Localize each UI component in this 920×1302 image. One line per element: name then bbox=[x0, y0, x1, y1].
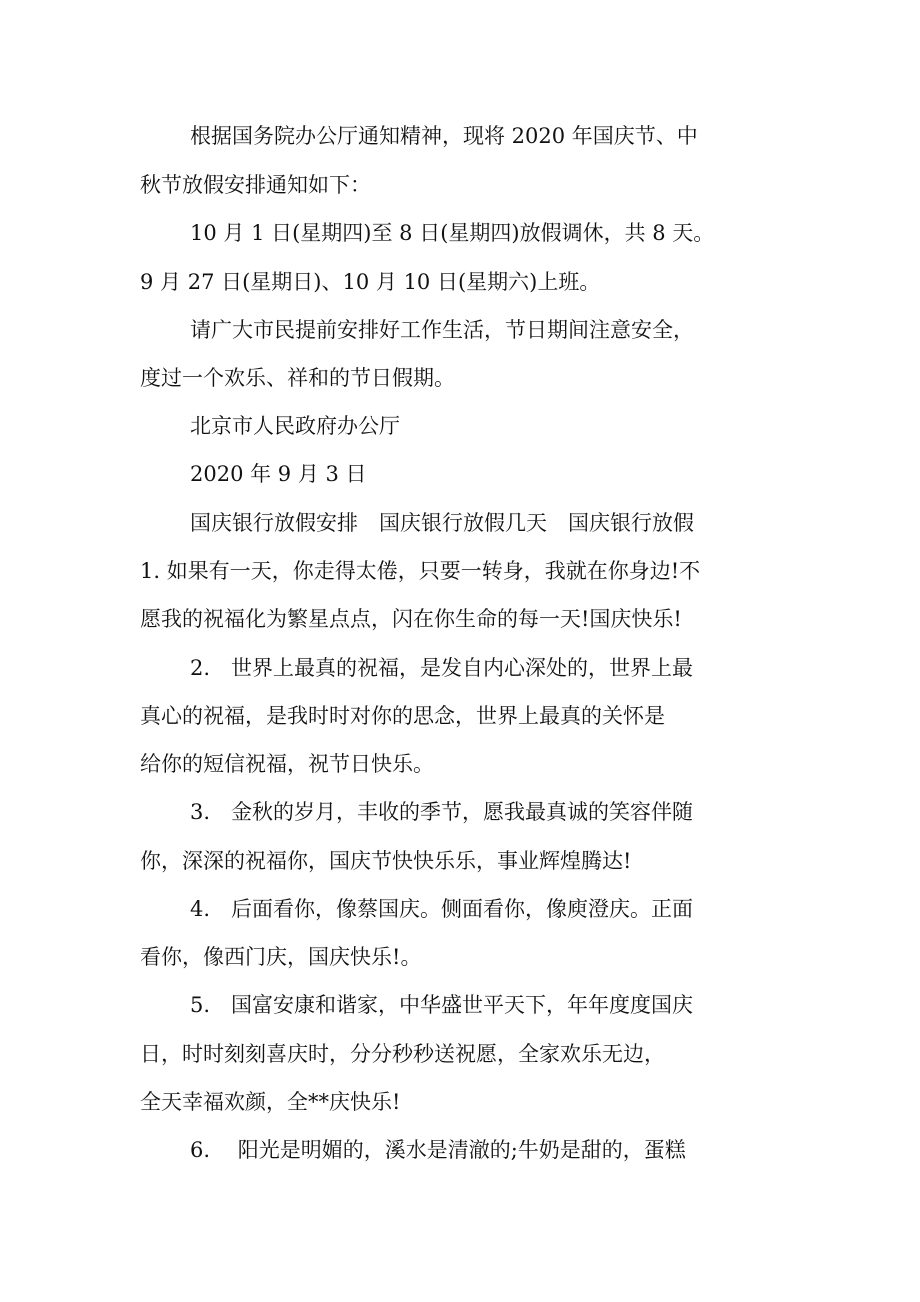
list-item-line: 3. 金秋的岁月，丰收的季节，愿我最真诚的笑容伴随 bbox=[190, 800, 694, 824]
heading-line: 国庆银行放假安排 国庆银行放假几天 国庆银行放假 bbox=[190, 511, 694, 535]
list-item-line: 看你，像西门庆，国庆快乐!。 bbox=[140, 945, 422, 969]
paragraph-line: 根据国务院办公厅通知精神，现将 2020 年国庆节、中 bbox=[190, 124, 698, 148]
list-item-line: 全天幸福欢颜，全**庆快乐! bbox=[140, 1090, 401, 1114]
list-item-line: 5. 国富安康和谐家，中华盛世平天下，年年度度国庆 bbox=[190, 993, 694, 1017]
signature-date: 2020 年 9 月 3 日 bbox=[190, 462, 367, 486]
list-item-line: 2. 世界上最真的祝福，是发自内心深处的，世界上最 bbox=[190, 656, 694, 680]
list-item-line: 愿我的祝福化为繁星点点，闪在你生命的每一天!国庆快乐! bbox=[140, 607, 682, 631]
list-item-line: 日，时时刻刻喜庆时，分分秒秒送祝愿，全家欢乐无边， bbox=[140, 1042, 665, 1066]
list-item-line: 6. 阳光是明媚的，溪水是清澈的;牛奶是甜的，蛋糕 bbox=[190, 1138, 686, 1162]
signature-organization: 北京市人民政府办公厅 bbox=[190, 414, 400, 438]
list-item-line: 给你的短信祝福，祝节日快乐。 bbox=[140, 752, 434, 776]
list-item-line: 4. 后面看你，像蔡国庆。侧面看你，像庾澄庆。正面 bbox=[190, 897, 694, 921]
paragraph-line: 请广大市民提前安排好工作生活，节日期间注意安全， bbox=[190, 318, 694, 342]
paragraph-line: 9 月 27 日(星期日)、10 月 10 日(星期六)上班。 bbox=[140, 270, 601, 294]
paragraph-line: 10 月 1 日(星期四)至 8 日(星期四)放假调休，共 8 天。 bbox=[190, 221, 715, 245]
list-item-line: 你，深深的祝福你，国庆节快快乐乐，事业辉煌腾达! bbox=[140, 849, 632, 873]
list-item-line: 真心的祝福，是我时时对你的思念，世界上最真的关怀是 bbox=[140, 704, 665, 728]
list-item-line: 1. 如果有一天，你走得太倦，只要一转身，我就在你身边!不 bbox=[140, 559, 701, 583]
paragraph-line: 秋节放假安排通知如下： bbox=[140, 173, 371, 197]
paragraph-line: 度过一个欢乐、祥和的节日假期。 bbox=[140, 366, 455, 390]
